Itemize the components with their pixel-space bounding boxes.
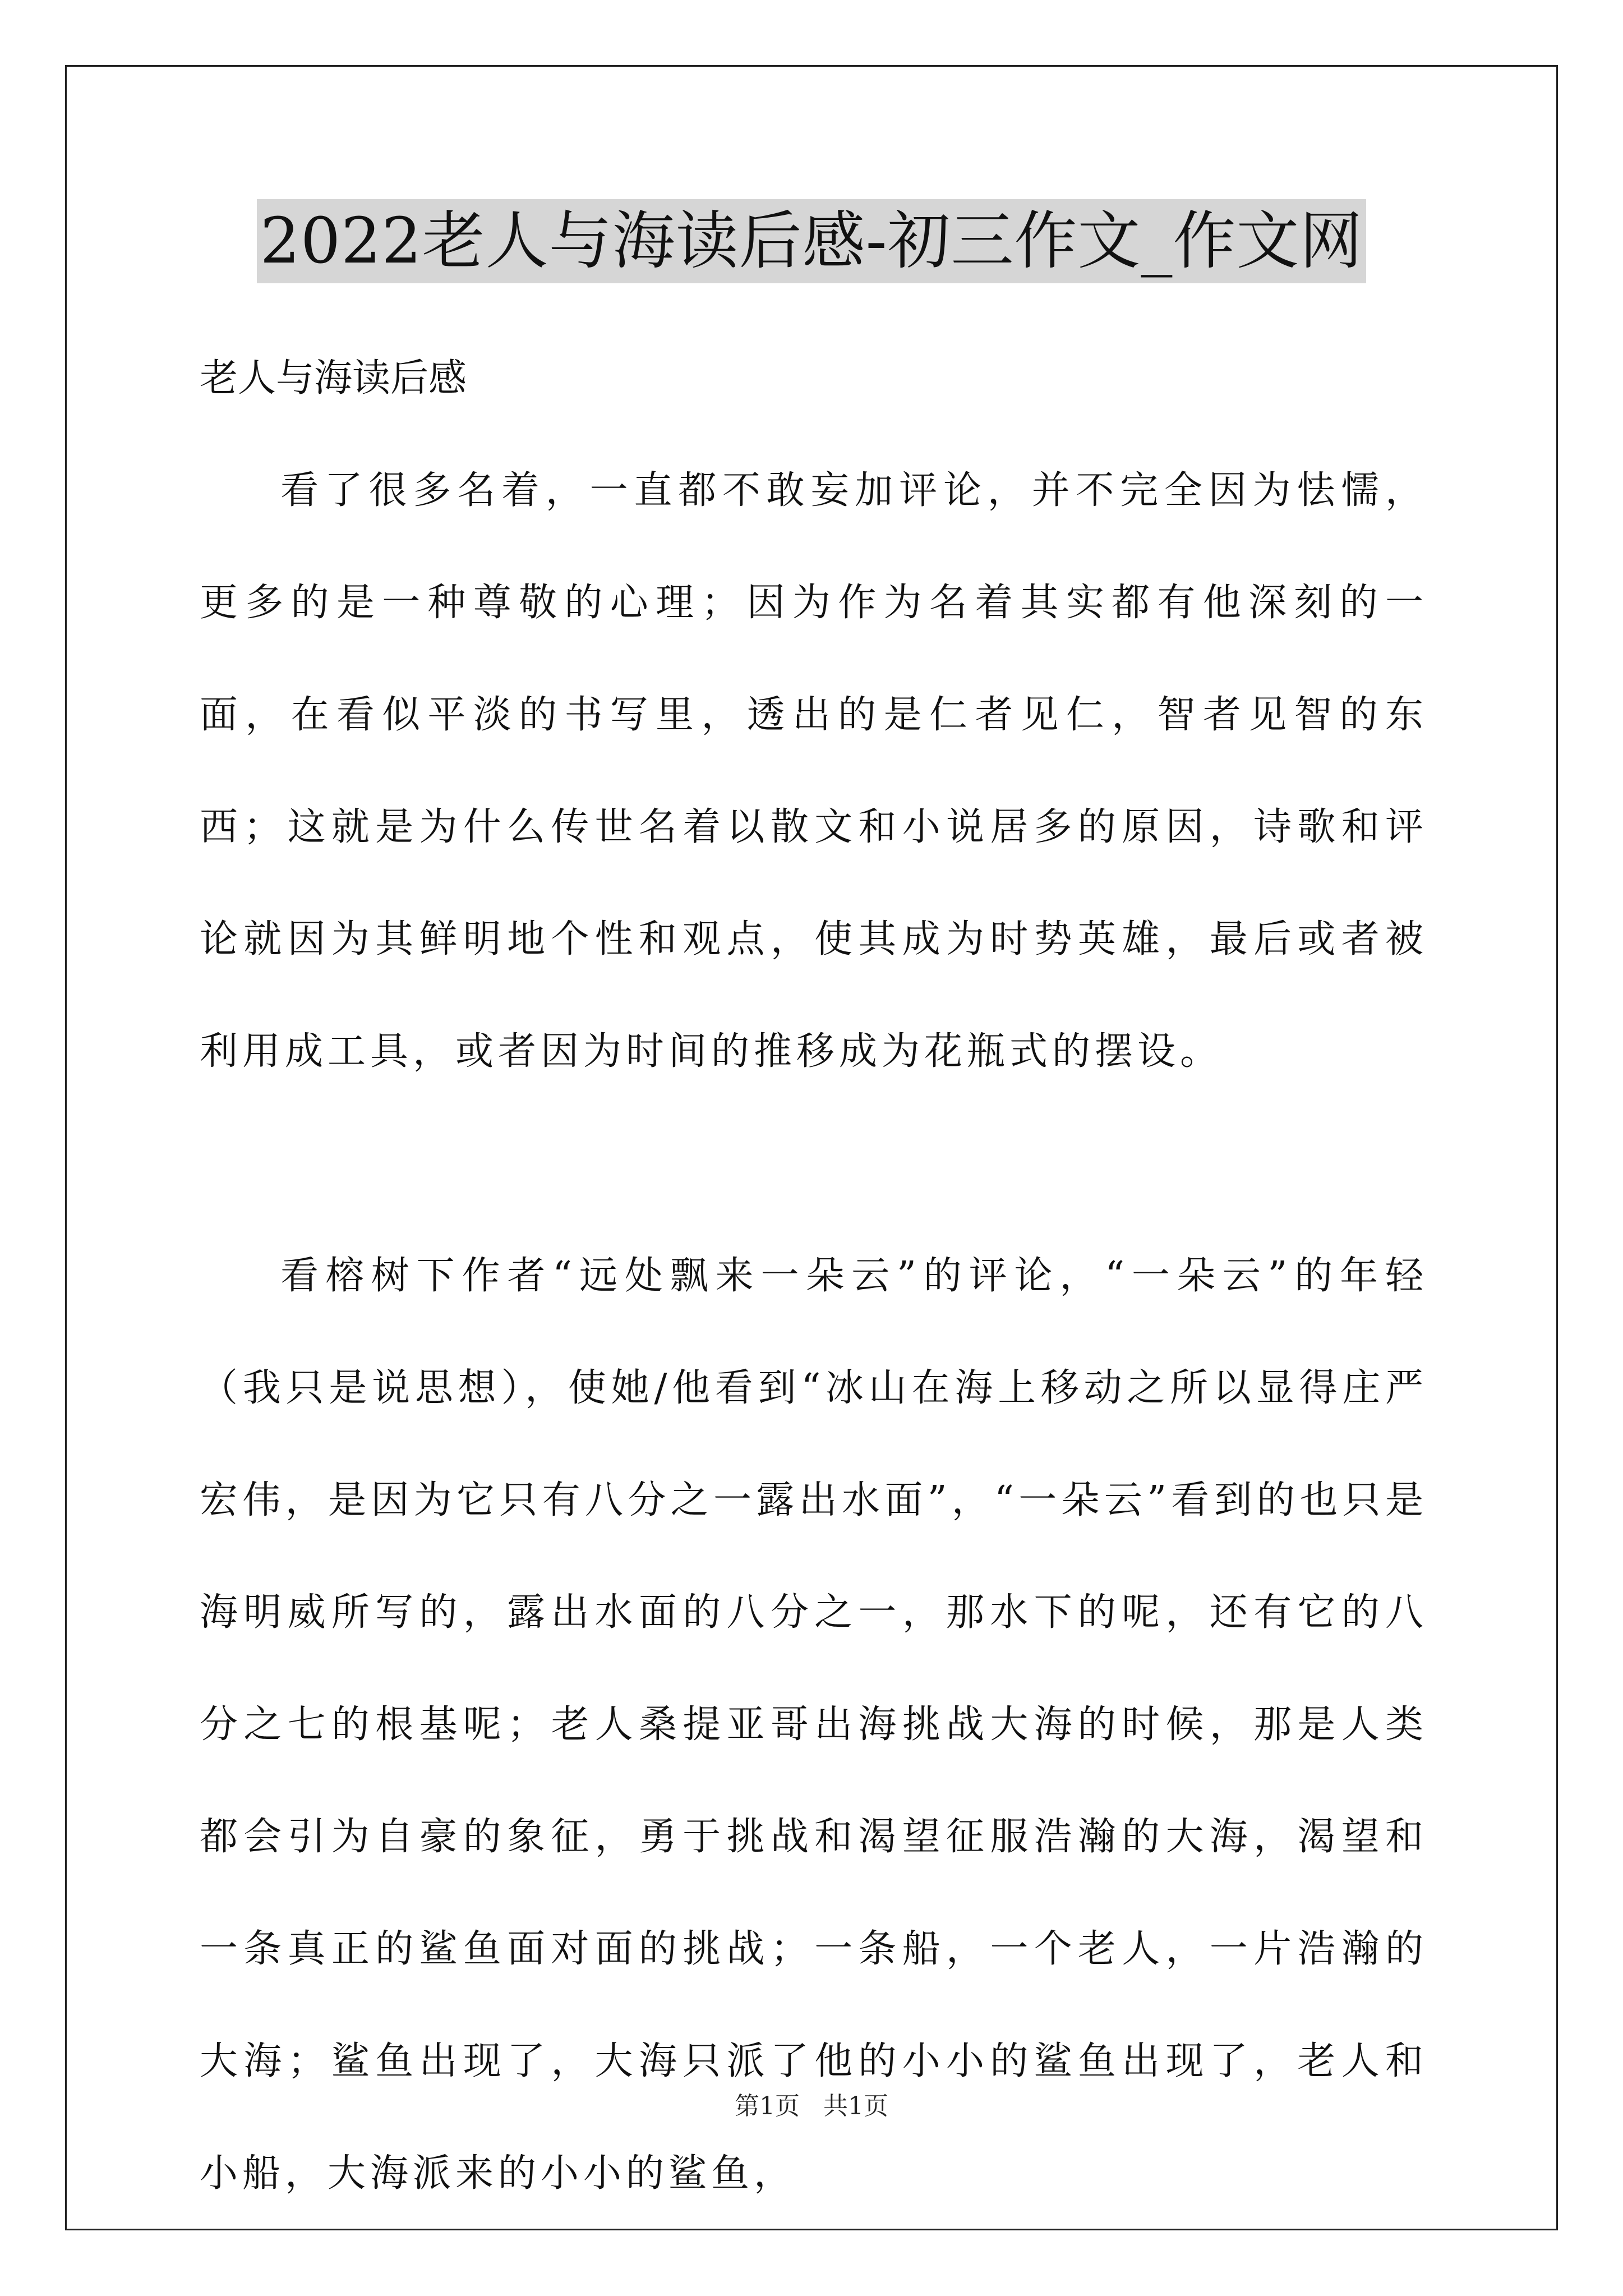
paragraph-1: 看了很多名着，一直都不敢妄加评论，并不完全因为怯懦，更多的是一种尊敬的心理；因为作为名着其实都有他深刻的一面，在看似平淡的书写里，透出的是仁者见仁，智者见智的东西；这就是为什么传世名着以散文和小说居多的原因，诗歌和评论就因为其鲜明地个性和观点，使其成为时势英雄，最后或者被利用成工具，或者因为时间的推移成为花瓶式的摆设。	[200, 468, 1428, 1074]
paragraph-2: 看榕树下作者“远处飘来一朵云”的评论，“一朵云”的年轻（我只是说思想），使她/他看到“冰山在海上移动之所以显得庄严宏伟，是因为它只有八分之一露出水面”，“一朵云”看到的也只是海明威所写的，露出水面的八分之一，那水下的呢，还有它的八分之七的根基呢；老人桑提亚哥出海挑战大海的时候，那是人类都会引为自豪的象征，勇于挑战和渴望征服浩瀚的大海，渴望和一条真正的鲨鱼面对面的挑战；一条船，一个老人，一片浩瀚的大海；鲨鱼出现了，大海只派了他的小小的鲨鱼出现了，老人和小船，大海派来的小小的鲨鱼，	[200, 1254, 1428, 2196]
title-container	[0, 199, 1623, 283]
document-subtitle: 老人与海读后感	[200, 356, 467, 401]
document-title: 2022老人与海读后感-初三作文_作文网	[257, 199, 1367, 283]
document-body	[200, 323, 1428, 2230]
paragraph-spacer	[200, 1108, 1428, 1220]
page-footer: 第1页 共1页	[735, 2092, 888, 2120]
